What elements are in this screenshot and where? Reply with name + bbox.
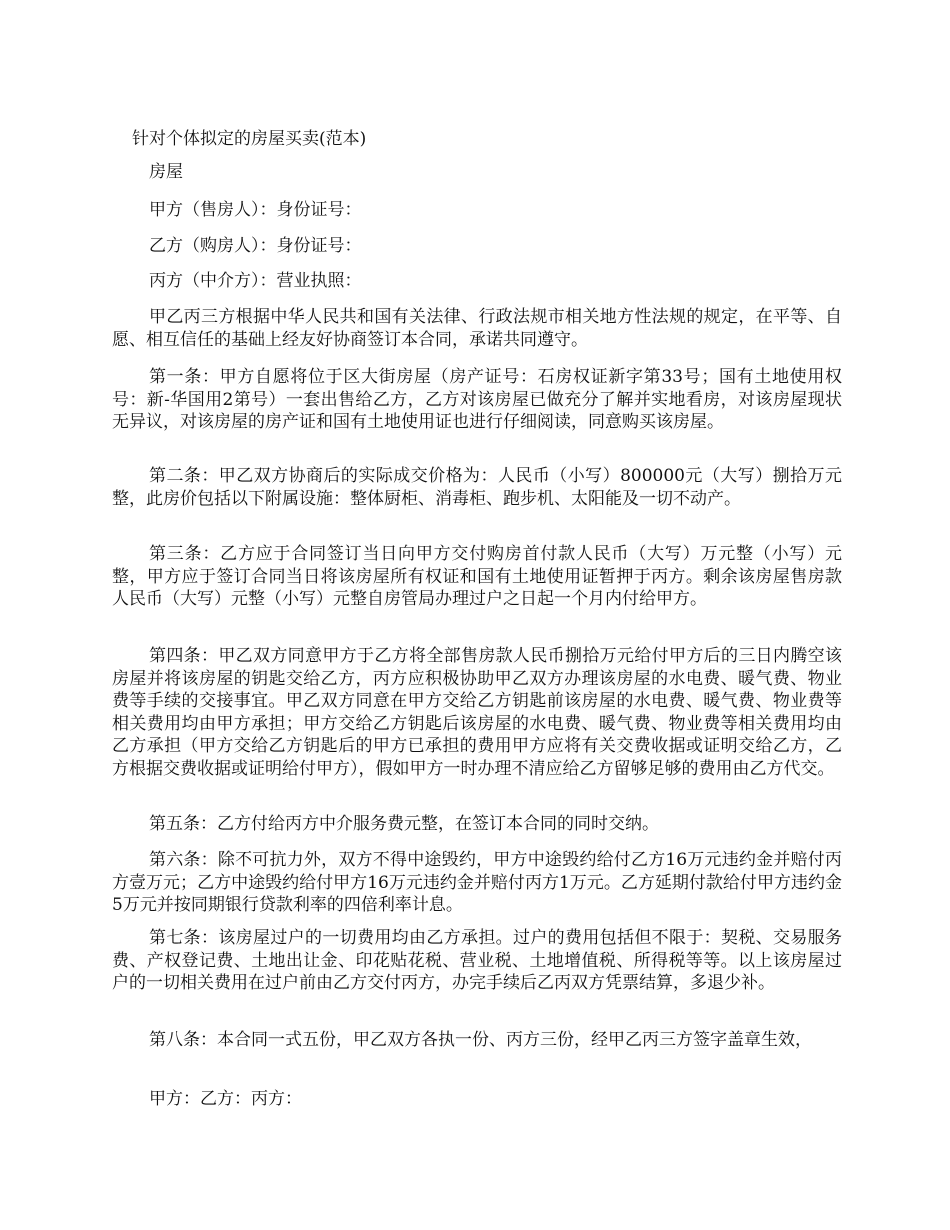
article-4: 第四条：甲乙双方同意甲方于乙方将全部售房款人民币捌拾万元给付甲方后的三日内腾空该房屋并将该房屋的钥匙交给乙方，丙方应积极协助甲乙双方办理该房屋的水电费、暖气费、物业费等手续的交接事宜。甲乙双方同意在甲方交给乙方钥匙前该房屋的水电费、暖气费、物业费等相关费用均由甲方承担；甲方交给乙方钥匙后该房屋的水电费、暖气费、物业费等相关费用均由乙方承担（甲方交给乙方钥匙后的甲方已承担的费用甲方应将有关交费收据或证明交给乙方，乙方根据交费收据或证明给付甲方），假如甲方一时办理不清应给乙方留够足够的费用由乙方代交。 xyxy=(112,646,842,779)
signature-line: 甲方：乙方：丙方： xyxy=(149,1089,302,1109)
article-8: 第八条：本合同一式五份，甲乙双方各执一份、丙方三份，经甲乙丙三方签字盖章生效， xyxy=(149,1030,812,1050)
article-7: 第七条：该房屋过户的一切费用均由乙方承担。过户的费用包括但不限于：契税、交易服务费、产权登记费、土地出让金、印花贴花税、营业税、土地增值税、所得税等等。以上该房屋过户的一切相关费用在过户前由乙方交付丙方，办完手续后乙丙双方凭票结算，多退少补。 xyxy=(112,928,842,993)
article-6: 第六条：除不可抗力外，双方不得中途毁约，甲方中途毁约给付乙方16万元违约金并赔付丙方壹万元；乙方中途毁约给付甲方16万元违约金并赔付丙方1万元。乙方延期付款给付甲方违约金5万元并按同期银行贷款利率的四倍利率计息。 xyxy=(112,850,842,915)
article-5: 第五条：乙方付给丙方中介服务费元整，在签订本合同的同时交纳。 xyxy=(149,814,659,834)
document-title: 针对个体拟定的房屋买卖(范本) xyxy=(132,129,367,149)
party-a-line: 甲方（售房人）：身份证号： xyxy=(149,200,362,220)
article-1: 第一条：甲方自愿将位于区大街房屋（房产证号：石房权证新字第33号；国有土地使用权号：新-华国用2第号）一套出售给乙方，乙方对该房屋已做充分了解并实地看房，对该房屋现状无异议，对该房屋的房产证和国有土地使用证也进行仔细阅读，同意购买该房屋。 xyxy=(112,367,842,432)
article-3: 第三条：乙方应于合同签订当日向甲方交付购房首付款人民币（大写）万元整（小写）元整，甲方应于签订合同当日将该房屋所有权证和国有土地使用证暂押于丙方。剩余该房屋售房款人民币（大写）元整（小写）元整自房管局办理过户之日起一个月内付给甲方。 xyxy=(112,544,842,609)
section-heading-house: 房屋 xyxy=(149,162,183,182)
article-2: 第二条：甲乙双方协商后的实际成交价格为：人民币（小写）800000元（大写）捌拾万元整，此房价包括以下附属设施：整体厨柜、消毒柜、跑步机、太阳能及一切不动产。 xyxy=(112,466,842,509)
party-c-line: 丙方（中介方）：营业执照： xyxy=(149,271,362,291)
preamble-paragraph: 甲乙丙三方根据中华人民共和国有关法律、行政法规市相关地方性法规的规定，在平等、自愿、相互信任的基础上经友好协商签订本合同，承诺共同遵守。 xyxy=(112,307,842,350)
party-b-line: 乙方（购房人）：身份证号： xyxy=(149,236,362,256)
